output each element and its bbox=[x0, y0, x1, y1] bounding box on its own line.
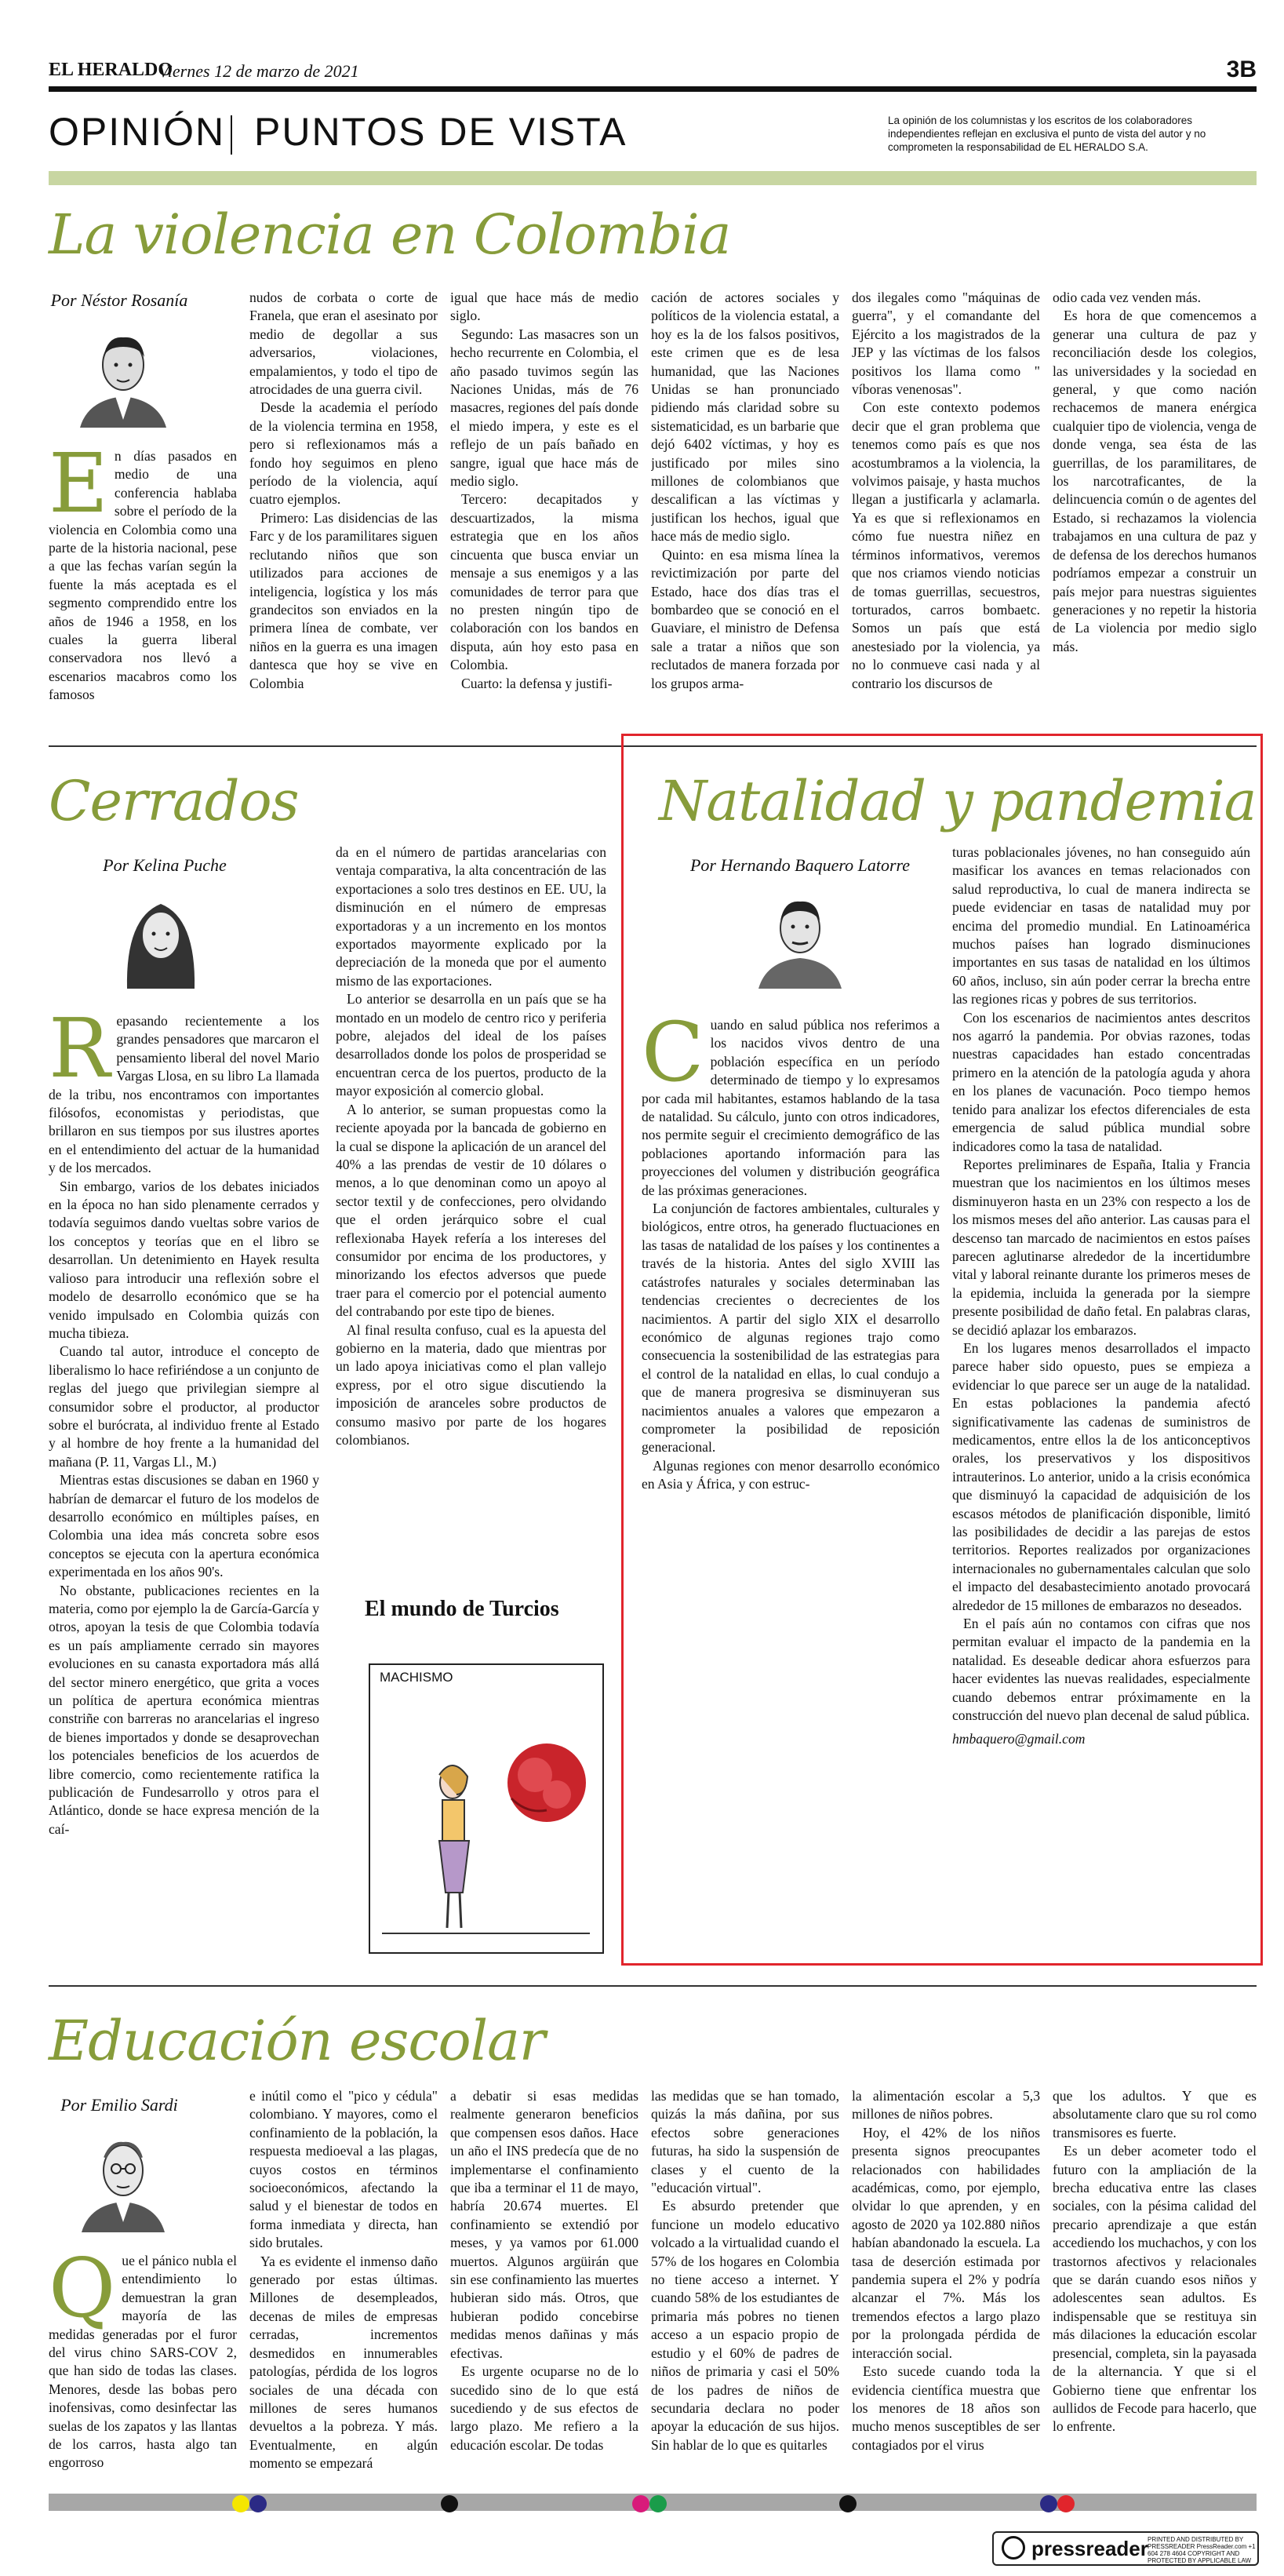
issue-date: Viernes 12 de marzo de 2021 bbox=[158, 61, 359, 81]
section-divider bbox=[231, 115, 232, 155]
paragraph: Desde la academia el período de la violencia termina en 1958, pero si reflexionamos más a fondo hoy seguimos en pleno período de la violencia, aquí cuatro ejemplos. bbox=[249, 399, 438, 508]
paragraph: Quinto: en esa misma línea la revictimización por parte del Estado, hace dos días tras el bombardeo que se conoció en el Guaviare, el ministro de Defensa sale a tratar a niños que son reclutados de manera forzada por los grupos arma- bbox=[651, 546, 839, 691]
natalidad-col-1 bbox=[642, 1016, 940, 1565]
editorial-cartoon bbox=[369, 1663, 604, 1954]
paragraph: Primero: Las disidencias de las Farc y de los paramilitares siguen reclutando niños que son utilizados para acciones de inteligencia, logística y los más grandecitos son enviados en la primera línea de combate, ver niños en la guerra es una imagen dantesca que hoy se vive en Colombia bbox=[249, 509, 438, 691]
registration-dot-blue bbox=[1040, 2495, 1057, 2512]
paragraph: Lo anterior se desarrolla en un país que se ha montado en un modelo de centro rico y periferia pobre, alejados del ideal de los países desarrollados donde los polos de prosperidad se encuentran cerca de los puertos, producto de la mayor exposición al comercio global. bbox=[336, 991, 606, 1099]
byline-natalidad bbox=[667, 855, 933, 876]
paragraph: Con los escenarios de nacimientos antes descritos nos agarró la pandemia. Por obvias razones, todas nuestras capacidades han estado concentradas primero en la atención de la patología aguda y ahora en los planes de vacunación. Poco tiempo hemos tenido para analizar los efectos diferenciales de esta emergencia de salud pública mundial sobre indicadores como la tasa de natalidad. bbox=[952, 1009, 1250, 1154]
author-portrait-baquero bbox=[749, 883, 851, 989]
paragraph: e inútil como el "pico y cédula" colombiano. Y mayores, como el confinamiento de la población, la respuesta medioeval a las plagas, cuyos costos en términos socioeconómicos, afectando la salud y el bienestar de todos en forma inmediata y directa, han sido brutales. bbox=[249, 2088, 438, 2251]
educacion-col-5 bbox=[852, 2087, 1040, 2479]
newspaper-name: EL HERALDO bbox=[49, 60, 173, 80]
cerrados-col-2 bbox=[336, 843, 606, 1550]
paragraph: epasando recientemente a los grandes pensadores que marcaron el pensamiento liberal del novel Mario Vargas Llosa, en su libro La llamada de la tribu, nos encontramos con importantes filósofos, economistas y periodistas, que brillaron en sus tiempos por sus ilustres aportes en el entendimiento del actuar de la humanidad y de los mercados. bbox=[49, 1013, 319, 1176]
paragraph: Es urgente ocuparse no de lo sucedido sino de lo que está sucediendo y de sus efectos de largo plazo. Me refiero a la educación escolar. De todas bbox=[450, 2363, 638, 2453]
byline-text: Por Hernando Baquero Latorre bbox=[689, 855, 911, 875]
paragraph: En el país aún no contamos con cifras que nos permitan evaluar el impacto de la pandemia en la natalidad. Es deseable dedicar ahora esfuerzos para hacer evidentes las nuevas realidades, especialmente cuando debemos entrar próximamente en la construcción del nuevo plan decenal de salud pública. bbox=[952, 1616, 1250, 1724]
registration-dot-yellow bbox=[232, 2495, 249, 2512]
paragraph: nudos de corbata o corte de Franela, que eran el asesinato por medio de degollar a sus adversarios, violaciones, empalamientos, y todo el tipo de atrocidades de una guerra civil. bbox=[249, 290, 438, 398]
article-title-natalidad: Natalidad y pandemia bbox=[659, 769, 1257, 833]
author-portrait-rosania bbox=[72, 322, 174, 428]
cartoon-title: El mundo de Turcios bbox=[365, 1597, 559, 1621]
violencia-col-5 bbox=[852, 289, 1040, 728]
paragraph: uando en salud pública nos referimos a los nacidos vivos dentro de una población específica en un período determinado de tiempo y lo expresamos por cada mil habitantes, estamos hablando de la tasa de natalidad. Su cálculo, junto con otros indicadores, nos permite seguir el crecimiento demográfico de las poblaciones aportando información para las proyecciones del volumen y distribución geográfica de las próximas generaciones. bbox=[642, 1017, 940, 1198]
paragraph: Mientras estas discusiones se daban en 1960 y habrían de demarcar el futuro de los modelos de desarrollo económico en múltiples países, en Colombia una idea más concreta sobre esos conceptos se ejecuta con la apertura económica experimentada en los años 90's. bbox=[49, 1472, 319, 1580]
byline-cerrados bbox=[86, 855, 243, 876]
natalidad-col-2 bbox=[952, 843, 1250, 1938]
paragraph: Esto sucede cuando toda la evidencia científica muestra que los menores de 18 años son mucho menos susceptibles de ser contagiados por el virus bbox=[852, 2363, 1040, 2453]
registration-dot-black bbox=[441, 2495, 458, 2512]
section-band bbox=[49, 171, 1257, 185]
byline-educacion bbox=[49, 2095, 190, 2115]
educacion-col-4 bbox=[651, 2087, 839, 2479]
paragraph: a debatir si esas medidas realmente generaron beneficios que compensen esos daños. Hace un año el INS predecía que de no implementarse el confinamiento que iba a terminar el 11 de mayo, habría 20.674 muertes. El confinamiento se extendió por meses, y ya vamos por 61.000 muertos. Algunos argüirán que sin ese confinamiento las muertes hubieran sido más. Otros, que hubieran podido concebirse medidas menos dañinas y más efectivas. bbox=[450, 2088, 638, 2361]
paragraph: cación de actores sociales y políticos de la violencia estatal, a hoy es la de los falsos positivos, este crimen que es de lesa humanidad, que las Naciones Unidas se han pronunciado pidiendo más claridad sobre su sistematicidad, es un barbarie que dejó 6402 víctimas, y hoy es justificado por miles sino millones de colombianos que descalifican a las víctimas y justifican los hechos, igual que hace más de medio siglo. bbox=[651, 290, 839, 545]
page-header bbox=[49, 56, 1257, 83]
dropcap: Q bbox=[49, 2252, 116, 2336]
violencia-col-6 bbox=[1053, 289, 1257, 728]
registration-dot-magenta bbox=[632, 2495, 649, 2512]
dropcap: C bbox=[642, 1016, 704, 1100]
paragraph: Es un deber acometer todo el futuro con la ampliación de la brecha educativa entre las clases sociales, con la pésima calidad del precario aprendizaje a que están accediendo los muchachos, y con los trastornos afectivos y relacionales que se darán cuando esos niños y adolescentes sean adultos. Es indispensable que se restituya sin más dilaciones la educación escolar presencial, completa, sin la payasada de la alternancia. Y que si el Gobierno tiene que enfrentar los aullidos de Fecode para hacerlo, que lo enfrente. bbox=[1053, 2143, 1257, 2435]
section-puntos: PUNTOS DE VISTA bbox=[254, 110, 627, 154]
dropcap: E bbox=[49, 447, 108, 531]
paragraph: La conjunción de factores ambientales, culturales y biológicos, entre otros, ha generado fluctuaciones en las tasas de natalidad de los países y los continentes a través de la historia. Antes del siglo XVIII las catástrofes naturales y sociales determinaban las tendencias crecientes o decrecientes de los nacimientos. A partir del siglo XIX el desarrollo económico de algunas regiones trajo como consecuencia la sostenibilidad de las estrategias para el control de la natalidad en ellas, lo cual condujo a que de manera progresiva se disminuyeran sus nacimientos anuales a valores que empezaron a comprometer la posibilidad de reposición generacional. bbox=[642, 1201, 940, 1456]
paragraph: Sin embargo, varios de los debates iniciados en la época no han sido plenamente cerrados y todavía seguimos dando vueltas sobre varios de los conceptos y teorías que en el libro se desarrollan. Un detenimiento en Hayek resulta valioso para introducir una reflexión sobre el modelo de desarrollo económico que se ha venido impulsado en Colombia quizás con mucha tibieza. bbox=[49, 1178, 319, 1341]
paragraph: Segundo: Las masacres son un hecho recurrente en Colombia, el año pasado tuvimos según las Naciones Unidas, más de 76 masacres, regiones del país donde el miedo impera, y este es el reflejo de un país bañado en sangre, igual que hace más de medio siglo. bbox=[450, 326, 638, 490]
paragraph: Con este contexto podemos decir que el gran problema que tenemos como país es que nos acostumbramos a la violencia, la volvimos paisaje, y hasta muchos llegan a justificarla y aclamarla. Ya es que si reflexionamos en cómo fue nuestra niñez en términos informativos, veremos que nos criamos viendo noticias de tomas guerrillas, secuestros, torturados, carros bombaetc. Somos un país que está anestesiado por la violencia, ya no lo conmueve casi nada y al contrario los discursos de bbox=[852, 399, 1040, 691]
pressreader-brand: pressreader bbox=[1031, 2537, 1148, 2560]
paragraph: turas poblacionales jóvenes, no han conseguido aún masificar los avances en temas relacionados con salud reproductiva, lo cual de manera indirecta se puede evidenciar en tasas de natalidad muy por encima del promedio mundial. En Latinoamérica muchos países han logrado disminuciones importantes en sus tasas de natalidad en los últimos 60 años, incluso, sin aún poder cerrar la brecha entre las regiones ricas y pobres de sus territorios. bbox=[952, 844, 1250, 1007]
author-email: hmbaquero@gmail.com bbox=[952, 1730, 1086, 1747]
article-title-cerrados: Cerrados bbox=[49, 769, 299, 833]
educacion-col-6 bbox=[1053, 2087, 1257, 2479]
header-rule bbox=[49, 86, 1257, 92]
paragraph: dos ilegales como "máquinas de guerra", y el comandante del Ejército a los magistrados de la JEP y las víctimas de los falsos positivos los llama como " víboras venenosas". bbox=[852, 290, 1040, 398]
paragraph: No obstante, publicaciones recientes en la materia, como por ejemplo la de García-García y otros, apoyan la tesis de que Colombia todavía es un país ampliamente cerrado sin mayores evoluciones en su canasta exportadora más allá del sector minero energético, que grita a voces un política de apertura económica mientras constriñe con barreras no arancelarias el ingreso de bienes importados y donde se desaprovechan los potenciales beneficios de los acuerdos de libre comercio, como recientemente ratifica la publicación de Fundesarrollo y otros para el Atlántico, donde se hace expresa mención de la caí- bbox=[49, 1582, 319, 1837]
byline-text: Por Néstor Rosanía bbox=[50, 290, 188, 310]
violencia-col-2 bbox=[249, 289, 438, 728]
violencia-col-1 bbox=[49, 447, 237, 730]
paragraph: En los lugares menos desarrollados el impacto parece haber sido opuesto, pues se empieza a evidenciar lo que parece ser un auge de la natalidad. En estas poblaciones la pandemia afectó significativamente las cadenas de suministros de medicamentos, entre ellos la de los anticonceptivos orales, los preservativos y los dispositivos intrauterinos. Lo anterior, unido a la crisis económica que disminuyó la capacidad de adquisición de los escasos métodos de planificación disponible, limitó las posibilidades de decidir a las parejas de estos territorios. Reportes realizados por organizaciones internacionales no gubernamentales calculan que solo el impacto del desabastecimiento anotado provocará alrededor de 15 millones de embarazos no deseados. bbox=[952, 1339, 1250, 1613]
section-opinion: OPINIÓN bbox=[49, 110, 226, 154]
educacion-col-2 bbox=[249, 2087, 438, 2479]
paragraph: odio cada vez venden más. bbox=[1053, 290, 1202, 305]
cartoon-caption: MACHISMO bbox=[380, 1670, 453, 1685]
paragraph: Es absurdo pretender que funcione un modelo educativo volcado a la virtualidad cuando el 57% de los hogares en Colombia no tiene acceso a internet. Y cuando 58% de los estudiantes de primaria más pobres no tienen acceso a un espacio propio de estudio y el 60% de padres de niños de primaria y casi el 50% de los padres de niños de secundaria declara no poder apoyar la educación de sus hijos. Sin hablar de lo que es quitarles bbox=[651, 2198, 839, 2453]
educacion-col-3 bbox=[450, 2087, 638, 2479]
paragraph: las medidas que se han tomado, quizás la más dañina, por sus efectos sobre generaciones futuras, ha sido la suspensión de clases y el cuento de la "educación virtual". bbox=[651, 2088, 839, 2196]
paragraph: Cuando tal autor, introduce el concepto de liberalismo lo hace refiriéndose a un conjunto de reglas del juego que privilegian siempre al consumidor sobre el productor, al productor sobre el burócrata, al individuo frente al Estado y al hombre de hoy frente a la humanidad del mañana (P. 11, Vargas Ll., M.) bbox=[49, 1343, 319, 1470]
section-disclaimer: La opinión de los columnistas y los escritos de los colaboradores independientes reflejan en exclusiva el punto de vista del autor y no comprometen la responsabilidad de EL HERALDO S.A. bbox=[888, 115, 1206, 153]
byline-violencia bbox=[49, 290, 190, 311]
author-portrait-sardi bbox=[72, 2126, 174, 2232]
paragraph: Cuarto: la defensa y justifi- bbox=[461, 675, 613, 691]
paragraph: ue el pánico nubla el entendimiento lo demuestran la gran mayoría de las medidas generadas por el furor del virus chino SARS-COV 2, que han sido de todas las clases. Menores, desde las bobas pero inofensivas, como desinfectar las suelas de los zapatos y las llantas de los carros, hasta algo tan engorroso bbox=[49, 2253, 237, 2471]
registration-dot-blue bbox=[249, 2495, 267, 2512]
paragraph: da en el número de partidas arancelarias con ventaja comparativa, la alta concentración de las exportaciones a solo tres destinos en EE. UU, la disminución en el número de empresas exportadoras y a un incremento en los montos exportados mayormente explicado por la depreciación de la moneda que por el aumento mismo de las exportaciones. bbox=[336, 844, 606, 989]
registration-dot-red bbox=[1057, 2495, 1075, 2512]
paragraph: Es hora de que comencemos a generar una cultura de paz y reconciliación desde los colegios, las universidades y la sociedad en general, y que como nación rechacemos de manera enérgica cualquier tipo de violencia, venga de donde venga, sea ésta de las guerrillas, de los paramilitares, de los narcotraficantes, de la delincuencia común o de agentes del Estado, si rechazamos la violencia trabajamos en una cultura de paz y de defensa de los derechos humanos podríamos empezar a construir un país mejor para nuestras siguientes generaciones y no repetir la historia de La violencia por medio siglo más. bbox=[1053, 308, 1257, 654]
pressreader-fine-print: PRINTED AND DISTRIBUTED BY PRESSREADER PressReader.com +1 604 278 4604 COPYRIGHT AND PROTECTED BY APPLICABLE LAW bbox=[1148, 2536, 1256, 2564]
paragraph: Tercero: decapitados y descuartizados, la misma estrategia que en los años cincuenta que busca enviar un mensaje a sus enemigos y a las comunidades de terror para que no presten ningún tipo de colaboración con los bandos en disputa, aún hoy esto pasa en Colombia. bbox=[450, 491, 638, 673]
article-title-educacion: Educación escolar bbox=[49, 2009, 545, 2073]
cerrados-col-1 bbox=[49, 1012, 319, 1958]
paragraph: Al final resulta confuso, cual es la apuesta del gobierno en la materia, dado que mientras por un lado apoya iniciativas como el plan vallejo express, por el otro sigue discutiendo la imposición de aranceles sobre productos de consumo masivo por parte de los hogares colombianos. bbox=[336, 1321, 606, 1448]
pressreader-badge[interactable] bbox=[992, 2531, 1259, 2566]
byline-text: Por Emilio Sardi bbox=[60, 2095, 178, 2115]
paragraph: Ya es evidente el inmenso daño generado por estas últimas. Millones de desempleados, decenas de miles de empresas cerradas, incrementos desmedidos en innumerables patologías, pérdida de los logros sociales de una década con millones de seres humanos devueltos a la pobreza. Y más. Eventualmente, en algún momento se empezará bbox=[249, 2253, 438, 2472]
paragraph: A lo anterior, se suman propuestas como la reciente apoyada por la bancada de gobierno en la cual se dispone la aplicación de un arancel del 40% a las prendas de vestir de 10 dólares o menos, a lo que denominan como un apoyo al sector textil y de confecciones, pero olvidando que el orden jerárquico sobre el cual reflexionaba Hayek refería a los intereses del consumidor por encima de los productores, y minorizando los efectos adversos que puede traer para el comercio por el potencial aumento del contrabando por este tipo de bienes. bbox=[336, 1101, 606, 1320]
paragraph: Algunas regiones con menor desarrollo económico en Asia y África, y con estruc- bbox=[642, 1457, 940, 1492]
pressreader-logo-icon bbox=[1002, 2536, 1025, 2560]
paragraph: Reportes preliminares de España, Italia y Francia muestran que los nacimientos en los últimos meses disminuyeron hasta en un 23% con respecto a los de los mismos meses del año anterior. Las causas para el descenso tan marcado de nacimientos en estos países parecen aglutinarse alrededor de la incertidumbre vital y laboral reinante durante los primeros meses de la epidemia, incluida la generada por la siempre presente posibilidad de daño fetal. En palabras claras, se decidió aplazar los embarazos. bbox=[952, 1156, 1250, 1338]
cartoon-drawing bbox=[370, 1665, 602, 1952]
article-title-violencia: La violencia en Colombia bbox=[49, 202, 731, 267]
violencia-col-4 bbox=[651, 289, 839, 728]
byline-text: Por Kelina Puche bbox=[103, 855, 227, 875]
article-separator bbox=[49, 1985, 1257, 1987]
paragraph: que los adultos. Y que es absolutamente claro que su rol como transmisores es fuerte. bbox=[1053, 2088, 1257, 2141]
paragraph: n días pasados en medio de una conferencia hablaba sobre el período de la violencia en Colombia como una parte de la historia nacional, pese a que las fechas varían según la fuente la más aceptada es el segmento comprendido entre los años de 1946 a 1958, en los cuales la guerra liberal conservadora nos llevó a escenarios macabros como los famosos bbox=[49, 448, 237, 703]
registration-dot-black bbox=[839, 2495, 857, 2512]
dropcap: R bbox=[49, 1012, 111, 1096]
page-number: 3B bbox=[1226, 56, 1257, 82]
author-portrait-puche bbox=[110, 887, 212, 993]
violencia-col-3 bbox=[450, 289, 638, 728]
paragraph: igual que hace más de medio siglo. bbox=[450, 290, 638, 324]
registration-dot-green bbox=[649, 2495, 667, 2512]
paragraph: Hoy, el 42% de los niños presenta signos preocupantes relacionados con habilidades académicas, como, por ejemplo, olvidar lo que aprenden, y en agosto de 2020 ya 102.880 niños habían abandonado la escuela. La tasa de deserción estimada por pandemia supera el 2% y podría alcanzar el 7%. Más los tremendos efectos a largo plazo por la prolongada pérdida de interacción social. bbox=[852, 2124, 1040, 2361]
educacion-col-1 bbox=[49, 2252, 237, 2479]
paragraph: la alimentación escolar a 5,3 millones de niños pobres. bbox=[852, 2088, 1040, 2122]
section-bar bbox=[49, 106, 1257, 167]
